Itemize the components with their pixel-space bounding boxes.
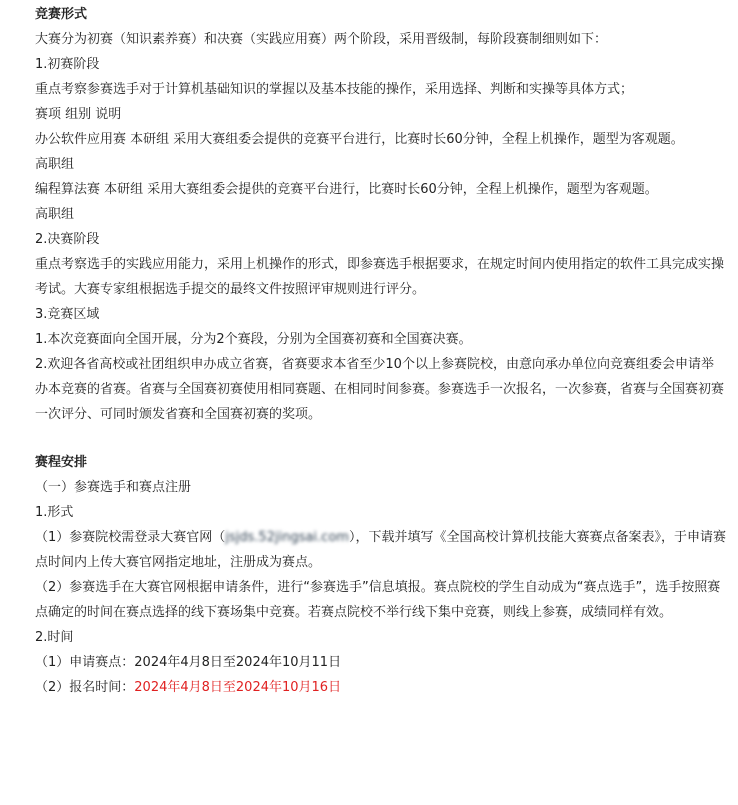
time-title: 2.时间 <box>35 630 74 645</box>
stage1-table-header: 赛项 组别 说明 <box>35 107 122 122</box>
official-site-link[interactable]: jsjds.52jingsai.com <box>225 530 349 545</box>
time-item-1-value: 2024年4月8日至2024年10月11日 <box>134 655 342 670</box>
stage2-description: 重点考察选手的实践应用能力，采用上机操作的形式，即参赛选手根据要求，在规定时间内使用指定的软件工具完成实操考试。大赛专家组根据选手提交的最终文件按照评审规则进行评分。 <box>35 257 725 297</box>
area-item-2: 2.欢迎各省高校或社团组织申办成立省赛，省赛要求本省至少10个以上参赛院校，由意向承办单位向竞赛组委会申请举办本竞赛的省赛。省赛与全国赛初赛使用相同赛题、在相同时间参赛。参赛选手一次报名，一次参赛，省赛与全国赛初赛一次评分、可同时颁发省赛和全国赛初赛的奖项。 <box>35 357 725 422</box>
stage1-row-office-vocational: 高职组 <box>35 157 75 172</box>
time-item-1 <box>35 650 726 675</box>
form-item-1-text-b: ），下载并填写《全国高校计算机技能大赛赛点备案表》，于申请赛点时间内上传大赛官网指定地址，注册成为赛点。 <box>35 530 726 570</box>
time-item-2-label: （2）报名时间： <box>35 680 135 695</box>
time-item-1-label: （1）申请赛点： <box>35 655 135 670</box>
form-item-2: （2）参赛选手在大赛官网根据申请条件，进行“参赛选手”信息填报。赛点院校的学生自动成为“赛点选手”，选手按照赛点确定的时间在赛点选择的线下赛场集中竞赛。若赛点院校不举行线下集中竞赛，则线上参赛，成绩同样有效。 <box>35 580 721 620</box>
stage1-title: 1.初赛阶段 <box>35 57 100 72</box>
form-item-1-text-a: （1）参赛院校需登录大赛官网（ <box>35 530 226 545</box>
area-title: 3.竞赛区域 <box>35 307 100 322</box>
time-item-2 <box>35 675 726 700</box>
stage1-row-programming-vocational: 高职组 <box>35 207 75 222</box>
section-title-schedule: 赛程安排 <box>35 455 88 470</box>
stage1-row-office: 办公软件应用赛 本研组 采用大赛组委会提供的竞赛平台进行，比赛时长60分钟，全程上机操作，题型为客观题。 <box>35 132 684 147</box>
format-intro: 大赛分为初赛（知识素养赛）和决赛（实践应用赛）两个阶段，采用晋级制，每阶段赛制细则如下： <box>35 32 608 47</box>
form-item-1 <box>35 525 726 575</box>
schedule-sub-registration: （一）参赛选手和赛点注册 <box>35 480 192 495</box>
area-item-1: 1.本次竞赛面向全国开展，分为2个赛段，分别为全国赛初赛和全国赛决赛。 <box>35 332 472 347</box>
time-item-2-value: 2024年4月8日至2024年10月16日 <box>134 680 342 695</box>
spacer <box>35 427 726 450</box>
form-title: 1.形式 <box>35 505 74 520</box>
stage1-description: 重点考察参赛选手对于计算机基础知识的掌握以及基本技能的操作，采用选择、判断和实操等具体方式； <box>35 82 634 97</box>
section-title-format: 竞赛形式 <box>35 7 88 22</box>
stage2-title: 2.决赛阶段 <box>35 232 100 247</box>
stage1-row-programming: 编程算法赛 本研组 采用大赛组委会提供的竞赛平台进行，比赛时长60分钟，全程上机操作，题型为客观题。 <box>35 182 658 197</box>
